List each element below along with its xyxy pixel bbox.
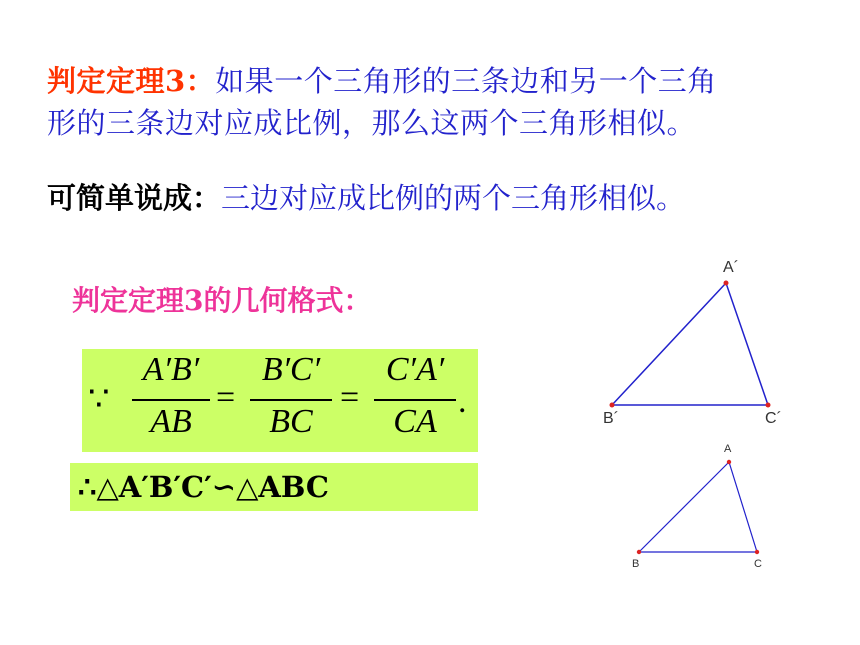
vertex-dot-c-prime [766,403,771,408]
triangle-large [612,283,768,405]
vertex-dot-a [727,460,731,464]
geometry-format-title: 判定定理3的几何格式： [72,284,372,317]
fraction-3-denominator: CA [393,403,437,440]
vertex-dot-c [755,550,759,554]
vertex-dot-a-prime [724,281,729,286]
label-b: B [632,558,640,570]
fraction-1-denominator: AB [150,403,192,440]
fraction-1-numerator: A′B′ [142,351,200,388]
conclusion-text: ∴△A′B′C′∽△ABC [78,470,330,504]
fraction-2-denominator: BC [269,403,313,440]
fraction-2-numerator: B′C′ [261,351,321,388]
label-c: C [754,558,762,570]
simple-text: 三边对应成比例的两个三角形相似。 [221,181,686,215]
triangle-small [639,462,757,552]
label-a-prime: A´ [723,259,739,276]
period: . [458,383,467,420]
label-a: A [724,443,732,455]
simple-label: 可简单说成： [47,181,222,215]
label-c-prime: C´ [765,410,782,427]
vertex-dot-b [637,550,641,554]
theorem-label: 判定定理3： [47,64,216,98]
theorem-text-line2: 形的三条边对应成比例，那么这两个三角形相似。 [47,106,697,140]
fraction-3-numerator: C′A′ [385,351,445,388]
theorem-text-line1: 如果一个三角形的三条边和另一个三角 [215,64,717,98]
vertex-dot-b-prime [610,403,615,408]
equals-sign-1: = [216,379,236,416]
label-b-prime: B´ [603,410,619,427]
equals-sign-2: = [340,379,360,416]
because-symbol: ∵ [88,381,110,418]
